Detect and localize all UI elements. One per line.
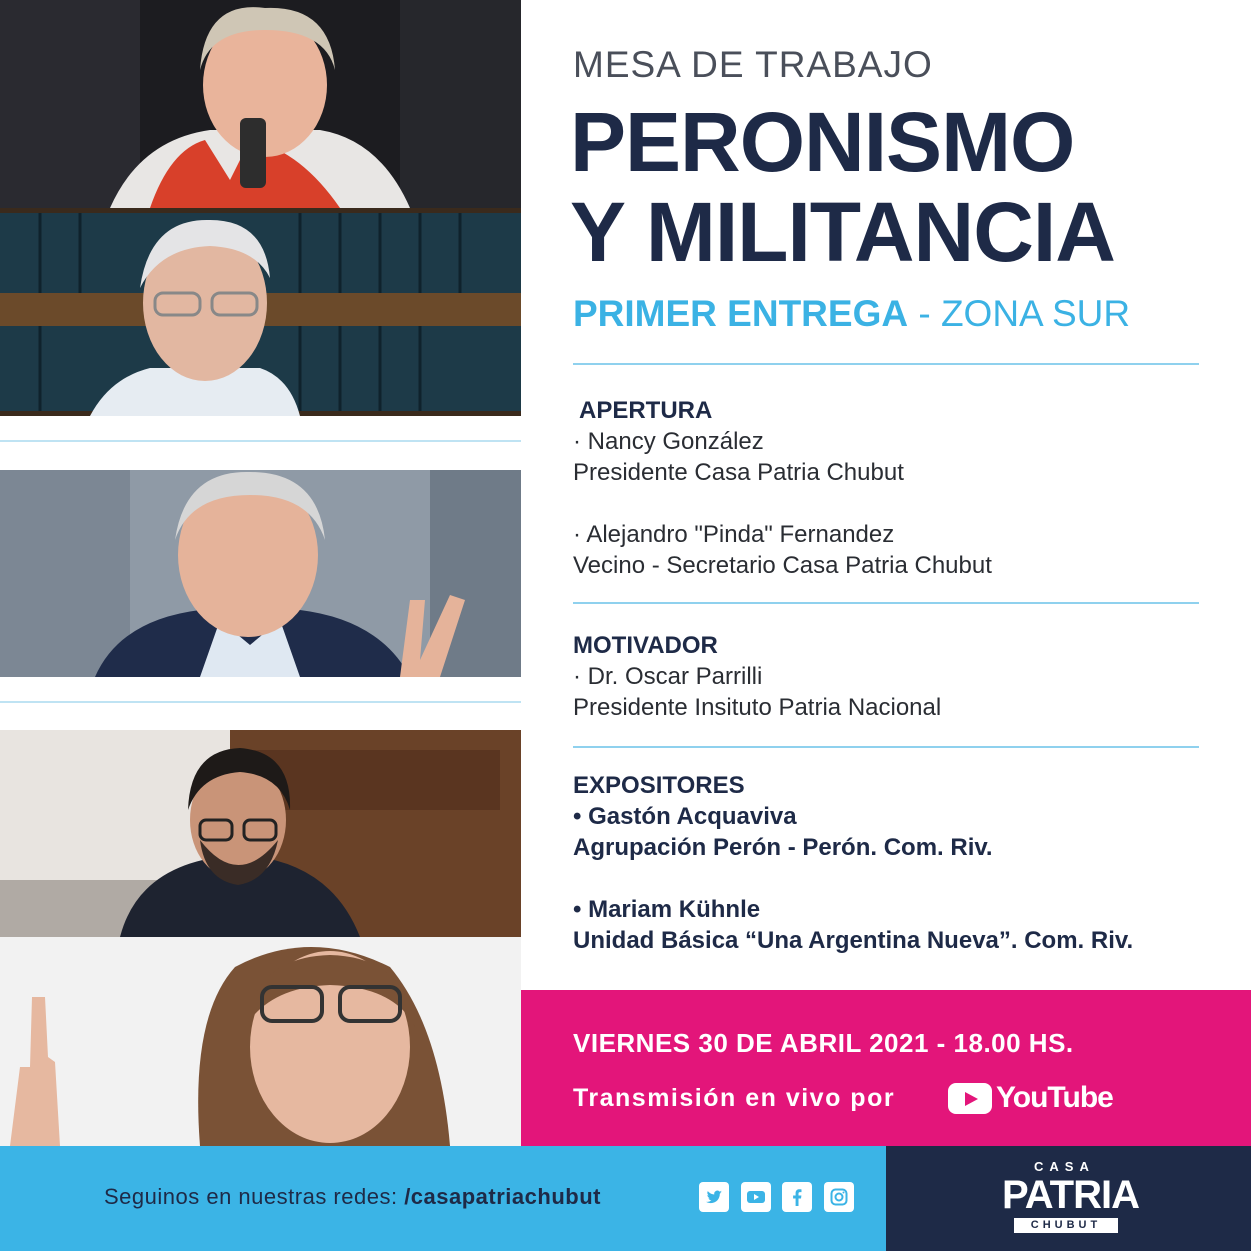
expositor-2-name: • Mariam Kühnle (573, 896, 761, 923)
photo-speaker-2 (0, 208, 521, 416)
twitter-icon[interactable] (699, 1182, 729, 1212)
section-expositores (573, 770, 1133, 956)
instagram-icon[interactable] (824, 1182, 854, 1212)
photo-divider (0, 440, 521, 442)
youtube-icon[interactable] (741, 1182, 771, 1212)
section-divider (573, 363, 1199, 365)
apertura-speaker-1-role: Presidente Casa Patria Chubut (573, 459, 904, 486)
logo-top-text: CASA (1034, 1159, 1095, 1174)
follow-text (104, 1184, 601, 1210)
section-apertura (573, 395, 992, 581)
follow-label: Seguinos en nuestras redes: (104, 1184, 405, 1209)
section-divider (573, 602, 1199, 604)
photo-speaker-4 (0, 730, 521, 937)
section-motivador (573, 630, 941, 723)
expositores-heading: EXPOSITORES (573, 772, 745, 799)
apertura-speaker-1-name: · Nancy González (573, 428, 764, 455)
logo-bottom-text: CHUBUT (1014, 1218, 1118, 1233)
section-divider (573, 746, 1199, 748)
motivador-speaker-role: Presidente Insituto Patria Nacional (573, 694, 942, 721)
motivador-heading: MOTIVADOR (573, 632, 718, 659)
photo-divider (0, 701, 521, 703)
photo-speaker-1 (0, 0, 521, 208)
event-part-bold: PRIMER ENTREGA (573, 293, 909, 334)
event-date: VIERNES 30 DE ABRIL 2021 - 18.00 HS. (573, 1028, 1074, 1058)
event-info-banner (521, 990, 1251, 1146)
apertura-speaker-2-role: Vecino - Secretario Casa Patria Chubut (573, 552, 992, 579)
event-part-zone: - ZONA SUR (908, 293, 1131, 334)
youtube-logo[interactable] (948, 1081, 1113, 1115)
event-title-line-1: PERONISMO (570, 95, 1075, 189)
expositor-1-role: Agrupación Perón - Perón. Com. Riv. (573, 834, 993, 861)
photo-speaker-5 (0, 937, 521, 1146)
motivador-speaker-name: · Dr. Oscar Parrilli (573, 663, 763, 690)
event-subtitle: MESA DE TRABAJO (573, 44, 933, 85)
logo-main-text: PATRIA (1002, 1173, 1139, 1217)
stream-text: Transmisión en vivo por (573, 1084, 896, 1112)
facebook-icon[interactable] (782, 1182, 812, 1212)
youtube-play-icon (948, 1083, 992, 1114)
apertura-speaker-2-name: · Alejandro "Pinda" Fernandez (573, 521, 895, 548)
event-title-line-2: Y MILITANCIA (570, 185, 1115, 279)
apertura-heading: APERTURA (579, 397, 713, 424)
footer-social-bar (0, 1146, 886, 1251)
expositor-2-role: Unidad Básica “Una Argentina Nueva”. Com. Riv. (573, 927, 1134, 954)
youtube-wordmark: YouTube (996, 1081, 1113, 1114)
photo-speaker-3 (0, 470, 521, 677)
event-part (573, 293, 1130, 335)
expositor-1-name: • Gastón Acquaviva (573, 803, 797, 830)
footer-logo-area (886, 1146, 1251, 1251)
social-handle[interactable]: /casapatriachubut (404, 1184, 601, 1209)
